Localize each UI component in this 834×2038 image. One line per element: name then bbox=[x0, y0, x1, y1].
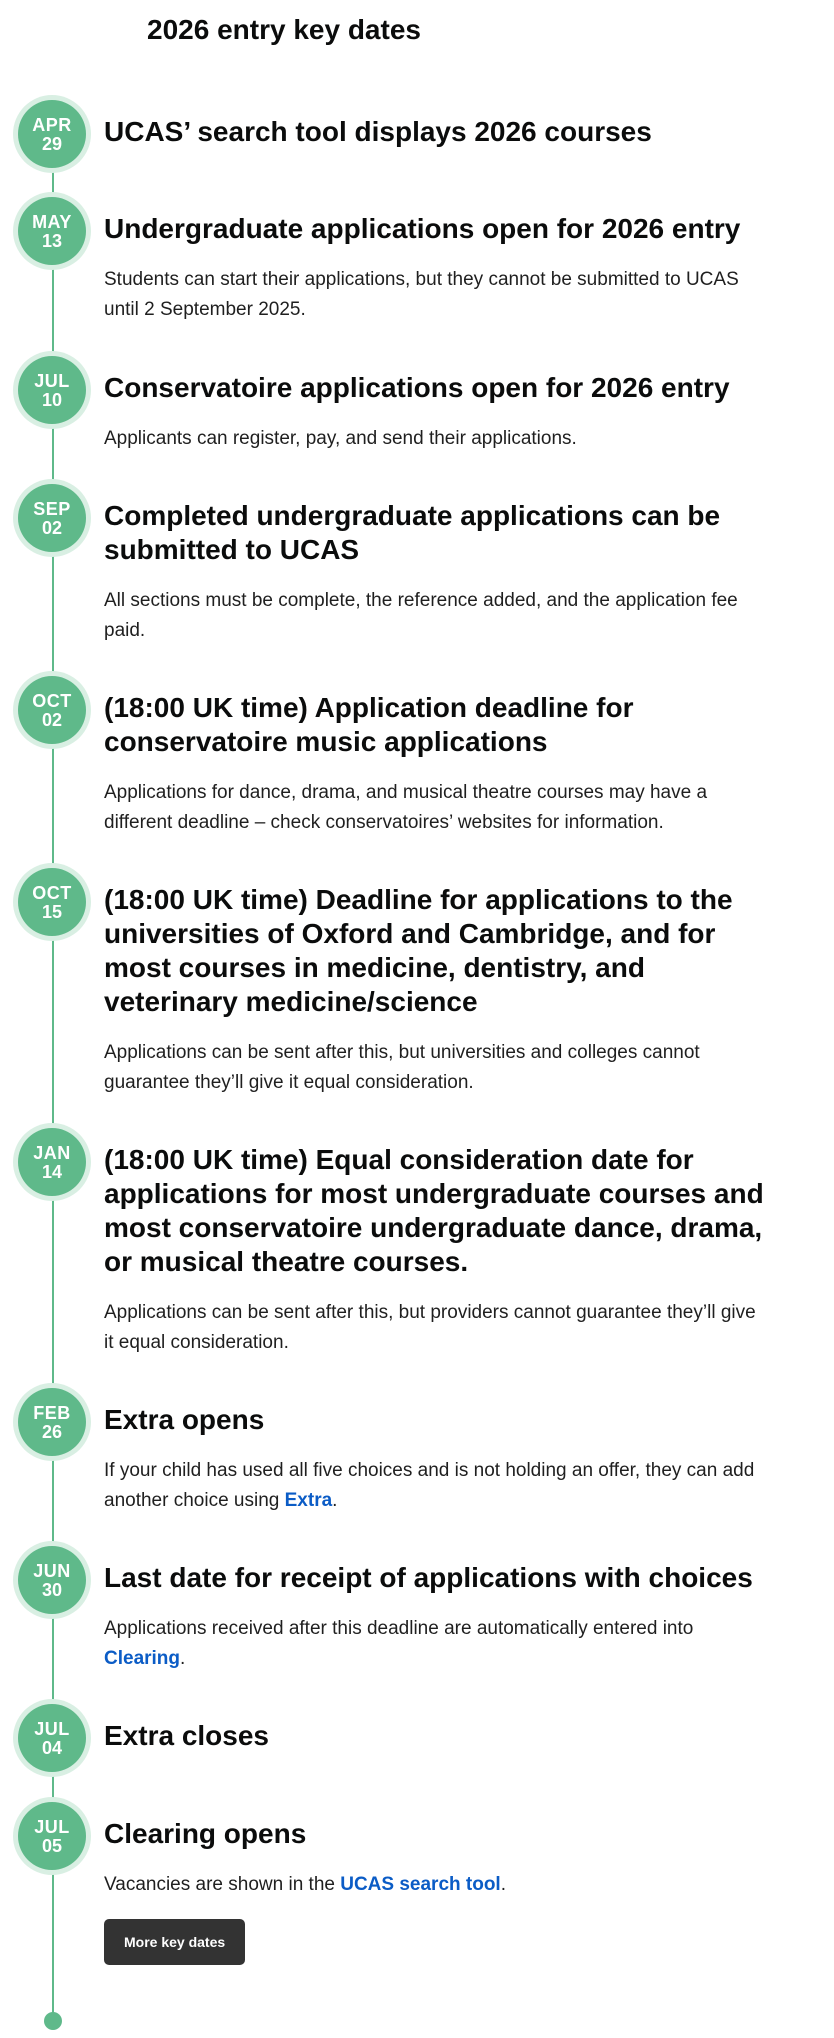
description-text-end: . bbox=[332, 1490, 338, 1511]
date-month: JAN bbox=[33, 1142, 71, 1163]
event-description: Students can start their applications, but they cannot be submitted to UCAS until 2 September 2025. bbox=[104, 269, 739, 320]
date-month: OCT bbox=[32, 690, 72, 711]
page-title: 2026 entry key dates bbox=[147, 14, 421, 45]
date-day: 05 bbox=[41, 1835, 63, 1856]
event-content bbox=[104, 1817, 764, 1965]
event-description bbox=[104, 1456, 764, 1516]
date-badge bbox=[18, 1704, 86, 1772]
timeline-end-dot bbox=[44, 2012, 62, 2030]
event-content bbox=[104, 883, 764, 1098]
ucas-search-tool-link[interactable]: UCAS search tool bbox=[340, 1874, 501, 1895]
event-description: Applications can be sent after this, but providers cannot guarantee they’ll give it equal consideration. bbox=[104, 1302, 756, 1353]
event-title: UCAS’ search tool displays 2026 courses bbox=[104, 116, 652, 147]
event-content bbox=[104, 1561, 764, 1674]
event-title: Extra closes bbox=[104, 1720, 269, 1751]
event-title: (18:00 UK time) Application deadline for conservatoire music applications bbox=[104, 692, 634, 757]
date-badge bbox=[18, 356, 86, 424]
event-content bbox=[104, 691, 764, 838]
date-month: APR bbox=[32, 114, 72, 135]
event-content bbox=[104, 371, 764, 454]
date-month: MAY bbox=[32, 211, 72, 232]
date-day: 04 bbox=[41, 1737, 63, 1758]
description-text-end: . bbox=[180, 1648, 186, 1669]
event-content bbox=[104, 115, 764, 149]
date-day: 30 bbox=[41, 1579, 63, 1600]
date-day: 02 bbox=[41, 517, 63, 538]
event-title: Conservatoire applications open for 2026 entry bbox=[104, 372, 730, 403]
date-badge bbox=[18, 1128, 86, 1196]
extra-link[interactable]: Extra bbox=[284, 1490, 333, 1511]
date-month: OCT bbox=[32, 882, 72, 903]
event-content bbox=[104, 1719, 764, 1753]
date-badge bbox=[18, 1388, 86, 1456]
date-day: 10 bbox=[41, 389, 63, 410]
date-day: 29 bbox=[41, 133, 63, 154]
date-day: 14 bbox=[41, 1161, 63, 1182]
date-badge bbox=[18, 100, 86, 168]
description-text-end: . bbox=[500, 1874, 506, 1895]
date-month: JUL bbox=[34, 1816, 70, 1837]
event-title: Last date for receipt of applications with choices bbox=[104, 1562, 753, 1593]
clearing-link[interactable]: Clearing bbox=[104, 1648, 181, 1669]
date-day: 15 bbox=[41, 901, 63, 922]
event-description: All sections must be complete, the reference added, and the application fee paid. bbox=[104, 590, 738, 641]
description-text: Vacancies are shown in the bbox=[104, 1874, 341, 1895]
date-badge bbox=[18, 1802, 86, 1870]
event-content bbox=[104, 499, 764, 646]
date-month: JUN bbox=[33, 1560, 71, 1581]
event-description: Applicants can register, pay, and send their applications. bbox=[104, 428, 577, 449]
event-content bbox=[104, 212, 764, 325]
event-content bbox=[104, 1403, 764, 1516]
date-month: FEB bbox=[33, 1402, 71, 1423]
date-month: JUL bbox=[34, 370, 70, 391]
more-key-dates-button[interactable]: More key dates bbox=[104, 1919, 245, 1965]
date-badge bbox=[18, 1546, 86, 1614]
date-badge bbox=[18, 197, 86, 265]
event-description: Applications for dance, drama, and musical theatre courses may have a different deadline – check conservatoires’ websites for information. bbox=[104, 782, 708, 833]
date-day: 13 bbox=[41, 230, 63, 251]
date-badge bbox=[18, 484, 86, 552]
date-badge bbox=[18, 676, 86, 744]
date-day: 02 bbox=[41, 709, 63, 730]
event-title: Completed undergraduate applications can be submitted to UCAS bbox=[104, 500, 721, 565]
date-month: JUL bbox=[34, 1718, 70, 1739]
event-content bbox=[104, 1143, 764, 1358]
date-day: 26 bbox=[41, 1421, 63, 1442]
date-badge bbox=[18, 868, 86, 936]
event-description: Applications can be sent after this, but universities and colleges cannot guarantee they’ll give it equal consideration. bbox=[104, 1042, 700, 1093]
date-month: SEP bbox=[33, 498, 71, 519]
description-text: If your child has used all five choices and is not holding an offer, they can add another choice using bbox=[104, 1460, 755, 1511]
event-title: Undergraduate applications open for 2026 entry bbox=[104, 213, 741, 244]
event-description bbox=[104, 1870, 764, 1900]
event-description bbox=[104, 1614, 764, 1674]
event-title: Clearing opens bbox=[104, 1818, 307, 1849]
event-title: Extra opens bbox=[104, 1404, 265, 1435]
event-title: (18:00 UK time) Equal consideration date for applications for most undergraduate courses and most conservatoire undergraduate dance, drama, or musical theatre courses. bbox=[104, 1144, 764, 1277]
description-text: Applications received after this deadline are automatically entered into bbox=[104, 1618, 694, 1639]
event-title: (18:00 UK time) Deadline for applications to the universities of Oxford and Cambridge, and for most courses in medicine, dentistry, and veterinary medicine/science bbox=[104, 884, 733, 1017]
